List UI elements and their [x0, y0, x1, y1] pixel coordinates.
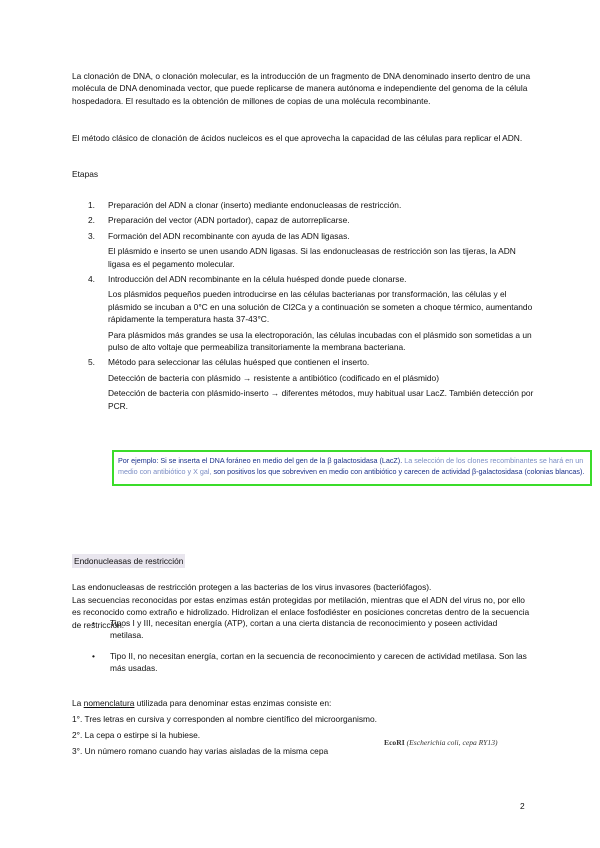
list-item: 1. Preparación del ADN a clonar (inserto) mediante endonucleasas de restricción. — [88, 200, 402, 210]
example-box — [112, 450, 592, 486]
list-item: 4. Introducción del ADN recombinante en la célula huésped donde puede clonarse. Los plásmidos pequeños pueden introducirse en las células bacterianas por transformación, las células y el plásmido se incuban a 0°C en una solución de Cl2Ca y a continuación se someten a choque térmico, aumentando rápidamente la temperatura hasta 37-43°C. Para plásmidos más grandes se usa la electroporación, las células incubadas con el plásmido son sometidas a un pulso de alto voltaje que permeabiliza transitoriamente la membrana bacteriana. — [88, 274, 533, 353]
list-item: 3. Formación del ADN recombinante con ayuda de las ADN ligasas. El plásmido e inserto se unen usando ADN ligasas. Si las endonucleasas de restricción son las tijeras, la ADN ligasa es el pegamento molecular. — [88, 230, 516, 269]
example-text-1: Por ejemplo: Si se inserta el DNA foráneo en medio del gen de la β galactosidasa (LacZ). — [118, 456, 403, 465]
list-item: • Tipos I y III, necesitan energía (ATP), cortan a una cierta distancia de reconocimiento y poseen actividad metilasa. — [92, 617, 532, 642]
nomenclature-intro: La nomenclatura utilizada para denominar estas enzimas consiste en: — [72, 698, 332, 708]
list-item: 5. Método para seleccionar las células huésped que contienen el inserto. Detección de bacteria con plásmido → resistente a antibiótico (codificado en el plásmido) Detección de bacteria con plásmido-inserto → diferentes métodos, muy habitual usar LacZ. También detección por PCR. — [88, 357, 534, 411]
section-heading: Endonucleasas de restricción — [72, 554, 185, 568]
rule-3: 3°. Un número romano cuando hay varias aisladas de la misma cepa — [72, 746, 329, 756]
rule-2: 2°. La cepa o estirpe si la hubiese. — [72, 730, 201, 740]
example-text-2: La selección de los clones recombinantes se hará en un medio con antibiótico y X gal, — [118, 456, 584, 476]
list-item: 2. Preparación del vector (ADN portador), capaz de autorreplicarse. — [88, 215, 350, 226]
ecori-example: EcoRI (Escherichia coli, cepa RY13) — [384, 738, 498, 747]
nomenclature-word: nomenclatura — [83, 698, 135, 708]
intro-paragraph: La clonación de DNA, o clonación molecular, es la introducción de un fragmento de DNA denominado inserto dentro de una molécula de DNA denominada vector, que puede replicarse de manera autónoma e independiente del genoma de la célula hospedadora. El resultado es la obtención de millones de copias de una molécula recombinante. — [72, 71, 531, 106]
rule-1: 1°. Tres letras en cursiva y corresponden al nombre científico del microorganismo. — [72, 714, 377, 724]
section-paragraph-1: Las endonucleasas de restricción protegen a las bacterias de los virus invasores (bacteriófagos). — [72, 582, 432, 592]
method-paragraph: El método clásico de clonación de ácidos nucleicos es el que aprovecha la capacidad de las células para replicar el ADN. — [72, 133, 523, 143]
types-list — [92, 617, 532, 683]
page-number: 2 — [520, 801, 525, 811]
section-paragraph-2: Las secuencias reconocidas por estas enzimas están protegidas por metilación, mientras que el ADN del virus no, por ello es reconocido como extraño e hidrolizado. Hidrolizan el enlace fosfodiéster en posiciones concretas dentro de la secuencia de restricción. — [72, 595, 530, 630]
list-item: • Tipo II, no necesitan energía, cortan en la secuencia de reconocimiento y carecen de actividad metilasa. Son las más usadas. — [92, 650, 532, 675]
etapas-heading: Etapas — [72, 169, 99, 179]
steps-list — [88, 199, 534, 415]
example-text-3: son positivos los que sobreviven en medio con antibiótico y carecen de actividad β-galactosidasa (colonias blancas). — [211, 467, 585, 476]
